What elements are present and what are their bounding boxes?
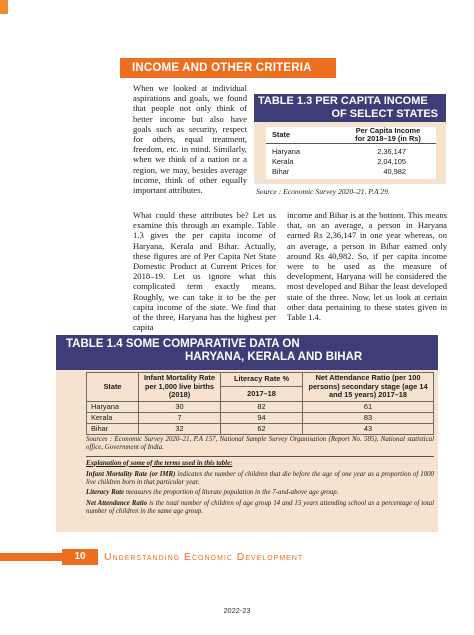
section-heading-band <box>120 58 336 78</box>
footer-accent-strip <box>0 553 62 561</box>
table-1-3-col-income-line2: for 2018–19 (in Rs) <box>355 134 421 144</box>
term-name: Infant Mortality Rate (or IMR) <box>86 470 176 478</box>
table-row <box>266 167 436 177</box>
col-nar: Net Attendance Ratio (per 100 persons) secondary stage (age 14 and 15 years) 2017–18 <box>303 373 434 402</box>
table-1-3-state: Kerala <box>272 157 294 166</box>
top-corner-mark <box>0 0 8 14</box>
table-1-3-header-row <box>266 127 436 144</box>
term-definition <box>86 489 434 497</box>
cell-nar: 83 <box>303 412 434 423</box>
paragraph-income-comparison: income and Bihar is at the bottom. This means that, on an average, a person in Haryana earned Rs 2,36,147 in one year whereas, on an average, a person in Bihar earned only around Rs 40,982. So, if per capita income were to be used as the measure of development, Haryana will be considered the most developed and Bihar the least developed state of the three. Now, let us look at certain other data pertaining to these states given in Table 1.4. <box>287 210 447 323</box>
table-row <box>266 157 436 167</box>
term-definition <box>86 471 434 488</box>
col-literacy-year: 2017–18 <box>221 387 303 401</box>
table-1-3-col-income <box>342 127 434 144</box>
table-1-3-col-state: State <box>272 130 291 139</box>
table-1-4-notes <box>86 436 434 518</box>
table-1-3-col-income-line1: Per Capita Income <box>355 126 421 135</box>
table-1-3-source: Source : Economic Survey 2020–21, P.A 29. <box>256 187 390 196</box>
table-1-3-value: 40,982 <box>383 167 406 176</box>
term-definition <box>86 500 434 517</box>
cell-state: Bihar <box>87 423 139 434</box>
term-text: is the total number of children of age group 14 and 15 years attending school as a percentage of total number of children in the same age group. <box>86 499 434 516</box>
book-title: Understanding Economic Development <box>104 551 304 563</box>
cell-state: Haryana <box>87 401 139 412</box>
table-row <box>87 401 434 412</box>
table-1-3 <box>254 94 446 184</box>
table-1-3-value: 2,04,105 <box>377 157 406 166</box>
col-state: State <box>87 373 139 402</box>
table-1-3-title-line2: OF SELECT STATES <box>331 108 438 120</box>
cell-literacy: 82 <box>221 401 303 412</box>
table-1-4-title-line2: HARYANA, KERALA AND BIHAR <box>185 351 363 364</box>
cell-state: Kerala <box>87 412 139 423</box>
paragraph-attributes: What could these attributes be? Let us examine this through an example. Table 1.3 gives the per capita income of Haryana, Kerala and Bihar. Actually, these figures are of Per Capita Net State Domestic Product at Current Prices for 2018–19. Let us ignore what this complicated term exactly means. Roughly, we can take it to be the per capita income of the state. We find that of the three, Haryana has the highest per capita <box>133 210 276 333</box>
cell-nar: 43 <box>303 423 434 434</box>
table-1-3-state: Haryana <box>272 147 300 156</box>
cell-literacy: 94 <box>221 412 303 423</box>
cell-imr: 7 <box>139 412 221 423</box>
table-row <box>87 412 434 423</box>
term-text: measures the proportion of literate population in the 7-and-above age group. <box>124 489 339 497</box>
divider <box>86 456 434 457</box>
edition-year: 2022-23 <box>223 606 251 615</box>
table-1-3-title-line1: TABLE 1.3 PER CAPITA INCOME <box>258 95 428 107</box>
term-text: indicates the number of children that die before the age of one year as a proportion of 1000 live children born in that particular year. <box>86 470 434 487</box>
table-row <box>87 423 434 434</box>
table-1-3-body <box>266 127 436 179</box>
cell-imr: 32 <box>139 423 221 434</box>
explanation-title: Explanation of some of the terms used in this table: <box>86 459 233 467</box>
table-1-3-value: 2,36,147 <box>377 147 406 156</box>
term-name: Literacy Rate <box>86 489 125 497</box>
table-1-4-sources: Sources : Economic Survey 2020–21, P.A 157, National Sample Survey Organisation (Report No. 585), National statistical office, Government of India. <box>86 436 434 452</box>
paragraph-intro: When we looked at individual aspirations and goals, we found that people not only think of better income but also have goals such as security, respect for others, equal treatment, freedom, etc. in mind. Similarly, when we think of a nation or a region, we may, besides average income, think of other equally important attributes. <box>133 83 247 196</box>
page-number: 10 <box>62 549 98 565</box>
table-1-3-title <box>254 94 446 122</box>
table-1-4-grid-wrap <box>86 372 434 435</box>
term-name: Net Attendance Ratio <box>86 499 148 507</box>
section-heading: INCOME AND OTHER CRITERIA <box>132 62 312 74</box>
table-row <box>266 147 436 157</box>
cell-imr: 30 <box>139 401 221 412</box>
col-imr: Infant Mortality Rate per 1,000 live births (2018) <box>139 373 221 402</box>
table-1-4 <box>86 372 434 435</box>
table-1-4-title-line1: TABLE 1.4 SOME COMPARATIVE DATA ON <box>66 338 300 350</box>
table-1-3-state: Bihar <box>272 167 290 176</box>
cell-nar: 61 <box>303 401 434 412</box>
table-1-4-title <box>56 335 438 370</box>
col-literacy: Literacy Rate % <box>221 373 303 387</box>
cell-literacy: 62 <box>221 423 303 434</box>
